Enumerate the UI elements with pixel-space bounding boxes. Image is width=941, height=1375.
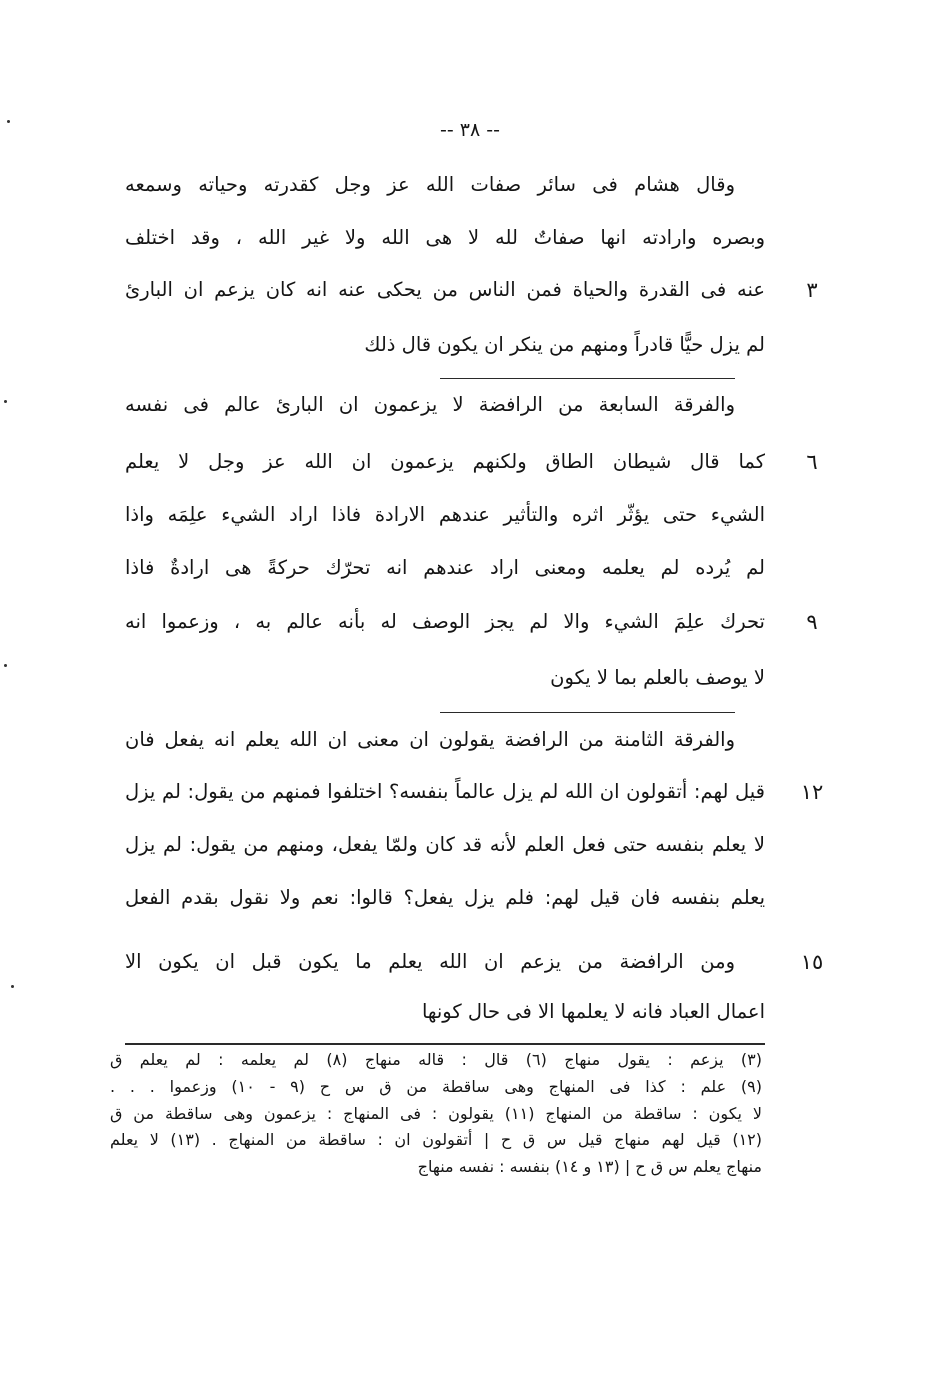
- text-line: لم يزل حيًّا قادراً ومنهم من ينكر ان يكون قال ذلك: [364, 333, 765, 356]
- text-line: الشيء حتى يؤثّر اثره والتأثير عندهم الارادة فاذا اراد الشيء علِمَه واذا: [125, 503, 765, 526]
- line-number: ٦: [806, 450, 818, 474]
- footnote-line: (١٢) قيل لهم منهاج قيل س ق ح | أتقولون ان : ساقطة من المنهاج . (١٣) لا يعلم: [110, 1130, 762, 1149]
- text-line: والفرقة الثامنة من الرافضة يقولون ان معنى ان الله يعلم انه يفعل فان: [125, 728, 735, 751]
- footnote-rule: [125, 1043, 765, 1045]
- text-line: لا يعلم بنفسه حتى فعل العلم لأنه قد كان ولمّا يفعل، ومنهم من يقول: لم يزل: [125, 833, 765, 856]
- page-number: -- ٣٨ --: [440, 119, 500, 141]
- text-line: كما قال شيطان الطاق ولكنهم يزعمون ان الله عز وجل لا يعلم: [125, 450, 765, 473]
- line-number: ٩: [806, 610, 818, 634]
- scan-speck: [4, 400, 7, 403]
- scan-speck: [11, 985, 14, 988]
- text-line: وقال هشام فى سائر صفات الله عز وجل كقدرته وحياته وسمعه: [125, 173, 735, 196]
- text-line: والفرقة السابعة من الرافضة لا يزعمون ان البارئ عالم فى نفسه: [125, 393, 735, 416]
- text-line: لم يُرده لم يعلمه ومعنى اراد عندهم انه تحرّك حركةً هى ارادةٌ فاذا: [125, 556, 765, 579]
- separator-rule: [440, 712, 735, 713]
- footnote-line: منهاج يعلم س ق ح | (١٣ و ١٤) بنفسه : نفسه منهاج: [417, 1157, 762, 1176]
- footnote-line: لا يكون : ساقطة من المنهاج (١١) يقولون : فى المنهاج : يزعمون وهى ساقطة من ق: [110, 1104, 762, 1123]
- text-line: يعلم بنفسه فان قيل لهم: فلم يزل يفعل؟ قالوا: نعم ولا نقول بقدم الفعل: [125, 886, 765, 909]
- text-line: عنه فى القدرة والحياة فمن الناس من يحكى عنه انه كان يزعم ان البارئ: [125, 278, 765, 301]
- separator-rule: [440, 378, 735, 379]
- line-number: ١٢: [800, 780, 824, 804]
- text-line: قيل لهم: أتقولون ان الله لم يزل عالماً بنفسه؟ اختلفوا فمنهم من يقول: لم يزل: [125, 780, 765, 803]
- scan-speck: [4, 664, 7, 667]
- text-line: ومن الرافضة من يزعم ان الله يعلم ما يكون قبل ان يكون الا: [125, 950, 735, 973]
- footnote-line: (٩) علم : كذا فى المنهاج وهى ساقطة من ق س ح (٩ - ١٠) وزعموا . . .: [110, 1077, 762, 1096]
- line-number: ٣: [806, 278, 818, 302]
- text-line: وبصره وارادته انها صفاتٌ لله لا هى الله ولا غير الله ، وقد اختلف: [125, 226, 765, 249]
- footnote-line: (٣) يزعم : يقول منهاج (٦) قال : قاله منهاج (٨) لم يعلمه : لم يعلم ق: [110, 1050, 762, 1069]
- line-number: ١٥: [800, 950, 824, 974]
- scan-speck: [7, 120, 10, 123]
- text-line: لا يوصف بالعلم بما لا يكون: [550, 666, 765, 689]
- text-line: تحرك علِمَ الشيء والا لم يجز الوصف له بأنه عالم به ، وزعموا انه: [125, 610, 765, 633]
- text-line: اعمال العباد فانه لا يعلمها الا فى حال كونها: [421, 1000, 765, 1023]
